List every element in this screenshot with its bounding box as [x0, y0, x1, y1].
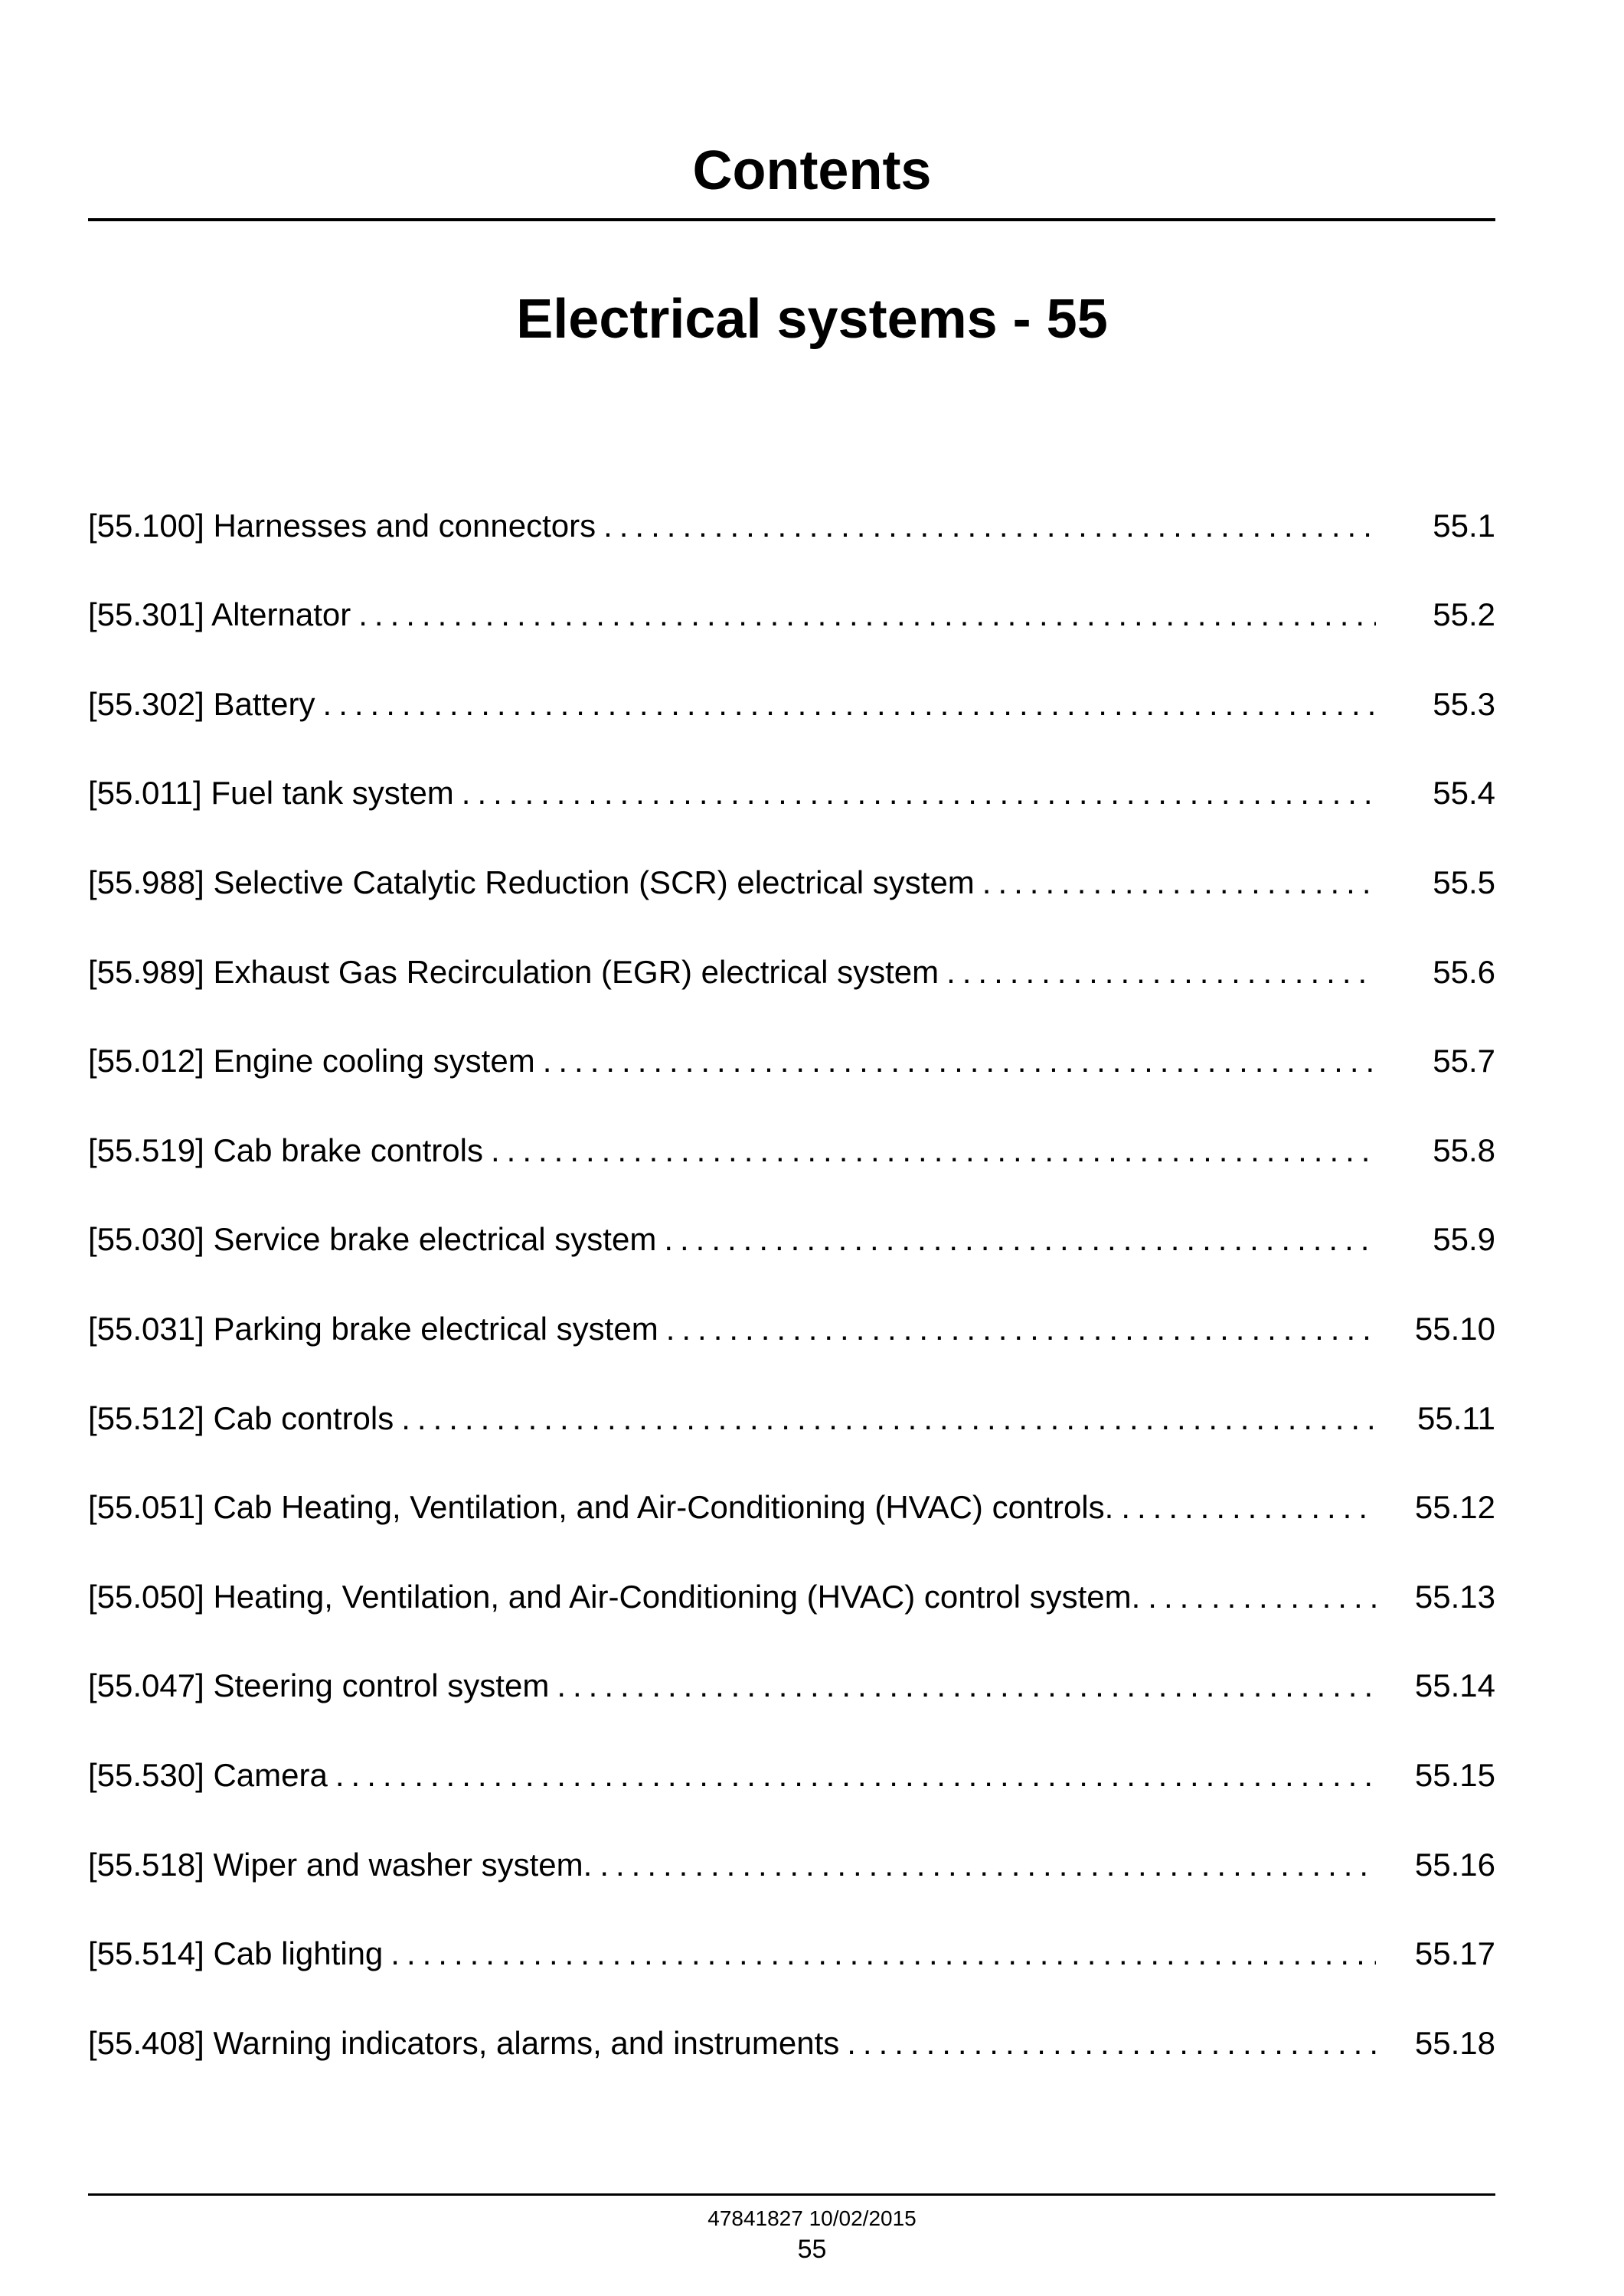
dot-leader	[390, 1931, 1376, 1977]
dot-leader	[946, 949, 1376, 995]
toc-entry-title[interactable]: [55.301] Alternator	[88, 596, 351, 632]
dot-leader	[847, 2020, 1376, 2066]
toc-entry-page[interactable]: 55.15	[1414, 1757, 1495, 1793]
toc-entry-title[interactable]: [55.051] Cab Heating, Ventilation, and Air-Conditioning (HVAC) controls.	[88, 1489, 1114, 1525]
toc-entry-title[interactable]: [55.514] Cab lighting	[88, 1935, 384, 1971]
toc-entry-title[interactable]: [55.012] Engine cooling system	[88, 1043, 535, 1079]
dot-leader	[323, 681, 1376, 727]
toc-entry-page[interactable]: 55.7	[1433, 1043, 1495, 1079]
dot-leader	[603, 503, 1376, 549]
toc-entry-page[interactable]: 55.2	[1433, 596, 1495, 632]
toc-entry-page[interactable]: 55.1	[1433, 508, 1495, 544]
toc-entry-55-031[interactable]	[88, 1306, 1495, 1352]
dot-leader	[401, 1396, 1376, 1442]
toc-entry-page[interactable]: 55.18	[1414, 2025, 1495, 2061]
toc-entry-page[interactable]: 55.8	[1433, 1132, 1495, 1168]
toc-entry-55-051[interactable]	[88, 1484, 1495, 1530]
toc-entry-55-530[interactable]	[88, 1752, 1495, 1798]
toc-entry-55-518[interactable]	[88, 1842, 1495, 1888]
dot-leader	[462, 770, 1376, 816]
toc-entry-page[interactable]: 55.6	[1433, 954, 1495, 990]
toc-entry-title[interactable]: [55.030] Service brake electrical system	[88, 1221, 657, 1257]
footer-document-id: 47841827 10/02/2015	[707, 2206, 917, 2230]
toc-entry-title[interactable]: [55.100] Harnesses and connectors	[88, 508, 596, 544]
toc-entry-55-989[interactable]	[88, 949, 1495, 995]
toc-entry-title[interactable]: [55.530] Camera	[88, 1757, 328, 1793]
toc-entry-page[interactable]: 55.11	[1417, 1400, 1495, 1436]
toc-entry-title[interactable]: [55.988] Selective Catalytic Reduction (SCR) electrical system	[88, 864, 975, 900]
toc-entry-55-514[interactable]	[88, 1931, 1495, 1977]
dot-leader	[557, 1663, 1376, 1709]
dot-leader	[358, 592, 1376, 638]
toc-entry-title[interactable]: [55.512] Cab controls	[88, 1400, 394, 1436]
toc-entry-55-050[interactable]	[88, 1574, 1495, 1620]
dot-leader	[491, 1128, 1376, 1174]
dot-leader	[666, 1306, 1376, 1352]
dot-leader	[1148, 1574, 1376, 1620]
toc-entry-55-047[interactable]	[88, 1663, 1495, 1709]
toc-entry-55-302[interactable]	[88, 681, 1495, 727]
toc-entry-page[interactable]: 55.16	[1414, 1847, 1495, 1883]
footer-divider	[88, 2193, 1495, 2196]
section-title: Electrical systems - 55	[516, 289, 1108, 350]
toc-entry-title[interactable]: [55.519] Cab brake controls	[88, 1132, 483, 1168]
toc-entry-title[interactable]: [55.047] Steering control system	[88, 1667, 550, 1703]
toc-entry-55-988[interactable]	[88, 860, 1495, 906]
toc-entry-title[interactable]: [55.408] Warning indicators, alarms, and instruments	[88, 2025, 840, 2061]
toc-entry-title[interactable]: [55.989] Exhaust Gas Recirculation (EGR) electrical system	[88, 954, 939, 990]
dot-leader	[543, 1038, 1376, 1084]
toc-entry-55-012[interactable]	[88, 1038, 1495, 1084]
dot-leader	[664, 1217, 1376, 1262]
toc-entry-title[interactable]: [55.518] Wiper and washer system.	[88, 1847, 593, 1883]
toc-entry-page[interactable]: 55.17	[1414, 1935, 1495, 1971]
toc-entry-55-011[interactable]	[88, 770, 1495, 816]
toc-entry-55-030[interactable]	[88, 1217, 1495, 1262]
dot-leader	[335, 1752, 1376, 1798]
toc-entry-55-408[interactable]	[88, 2020, 1495, 2066]
page-title: Contents	[692, 140, 932, 201]
toc-entry-title[interactable]: [55.011] Fuel tank system	[88, 775, 454, 811]
toc-entry-55-519[interactable]	[88, 1128, 1495, 1174]
toc-entry-page[interactable]: 55.3	[1433, 686, 1495, 722]
toc-entry-page[interactable]: 55.12	[1414, 1489, 1495, 1525]
toc-entry-title[interactable]: [55.050] Heating, Ventilation, and Air-Conditioning (HVAC) control system.	[88, 1579, 1141, 1615]
toc-entry-title[interactable]: [55.031] Parking brake electrical system	[88, 1311, 658, 1347]
toc-entry-page[interactable]: 55.4	[1433, 775, 1495, 811]
toc-entry-page[interactable]: 55.10	[1414, 1311, 1495, 1347]
toc-entry-page[interactable]: 55.5	[1433, 864, 1495, 900]
toc-entry-55-100[interactable]	[88, 503, 1495, 549]
toc-entry-page[interactable]: 55.13	[1414, 1579, 1495, 1615]
dot-leader	[982, 860, 1376, 906]
toc-entry-55-512[interactable]	[88, 1396, 1495, 1442]
toc-entry-55-301[interactable]	[88, 592, 1495, 638]
title-divider	[88, 218, 1495, 221]
dot-leader	[600, 1842, 1376, 1888]
toc-entry-page[interactable]: 55.9	[1433, 1221, 1495, 1257]
footer-page-number: 55	[797, 2235, 827, 2264]
dot-leader	[1121, 1484, 1376, 1530]
toc-entry-title[interactable]: [55.302] Battery	[88, 686, 315, 722]
toc-entry-page[interactable]: 55.14	[1414, 1667, 1495, 1703]
